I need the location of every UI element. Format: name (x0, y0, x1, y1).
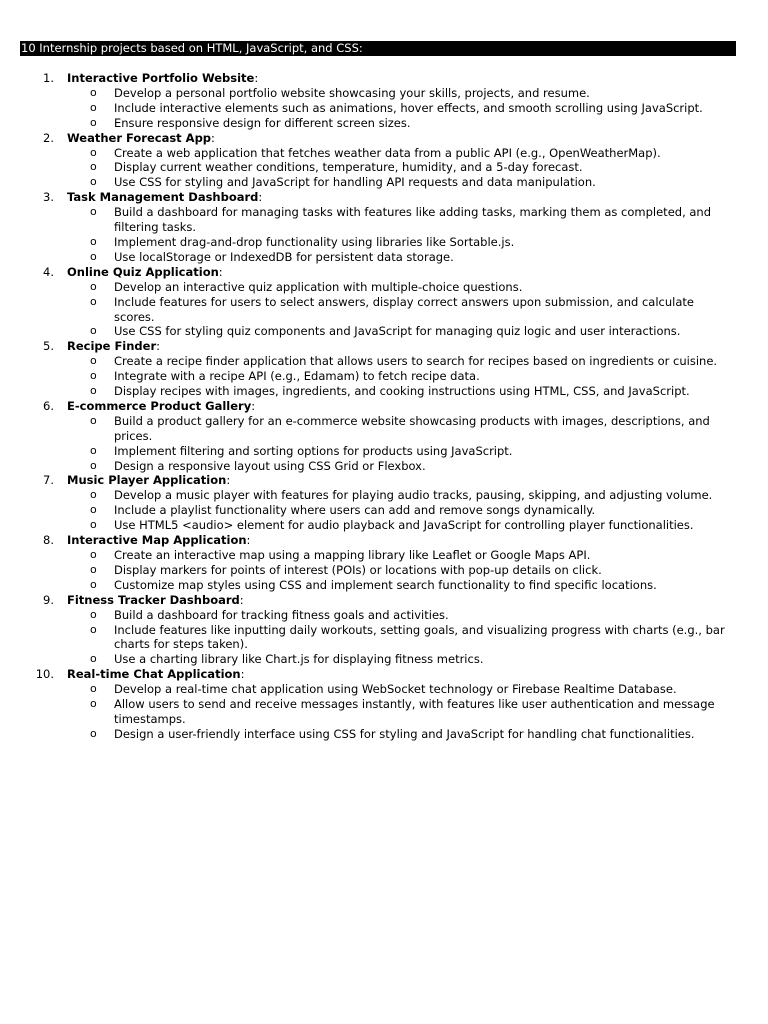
bullet-circle-icon: o (90, 145, 97, 159)
project-title: Task Management Dashboard (67, 190, 259, 205)
bullet-text: Develop a music player with features for playing audio tracks, pausing, skipping, and adjusting volume. (114, 488, 713, 503)
bullet-circle-icon: o (90, 548, 97, 561)
bullet-text: Include interactive elements such as animations, hover effects, and smooth scrolling using JavaScript. (114, 100, 703, 115)
bullet-text: Integrate with a recipe API (e.g., Edamam) to fetch recipe data. (114, 369, 480, 384)
project-bullet (0, 503, 768, 518)
bullet-circle-icon: o (90, 384, 97, 398)
project-item (0, 667, 768, 742)
project-bullet-list (0, 280, 768, 340)
project-bullet (0, 697, 768, 727)
project-item (0, 533, 768, 593)
bullet-circle-icon: o (90, 354, 97, 368)
project-title: Real-time Chat Application (67, 667, 241, 682)
project-bullet (0, 369, 768, 384)
project-header (0, 339, 768, 354)
bullet-circle-icon: o (90, 85, 97, 99)
bullet-text: Display current weather conditions, temperature, humidity, and a 5-day forecast. (114, 160, 583, 175)
project-title-colon: : (246, 533, 251, 548)
bullet-text: Build a dashboard for tracking fitness goals and activities. (114, 607, 449, 622)
bullet-circle-icon: o (90, 160, 97, 174)
project-bullet (0, 146, 768, 161)
project-title-colon: : (226, 473, 231, 488)
project-number: 5. (43, 339, 54, 354)
project-bullet (0, 280, 768, 295)
bullet-text: Create a recipe finder application that allows users to search for recipes based on ingredients or cuisine. (114, 354, 718, 369)
bullet-text: Use CSS for styling and JavaScript for handling API requests and data manipulation. (114, 175, 596, 190)
project-number: 1. (43, 71, 54, 85)
bullet-circle-icon: o (90, 503, 97, 517)
project-item (0, 339, 768, 399)
bullet-text: Build a product gallery for an e-commerce website showcasing products with images, descriptions, and prices. (114, 413, 710, 443)
project-title: Online Quiz Application (67, 264, 219, 279)
project-item (0, 399, 768, 474)
project-bullet (0, 116, 768, 131)
project-bullet-list (0, 682, 768, 742)
project-item (0, 593, 768, 668)
bullet-circle-icon: o (90, 443, 97, 457)
project-header (0, 533, 768, 548)
project-title: Recipe Finder (67, 339, 157, 354)
project-title-colon: : (218, 264, 223, 279)
bullet-circle-icon: o (90, 607, 97, 621)
bullet-text: Design a responsive layout using CSS Grid or Flexbox. (114, 458, 426, 473)
bullet-text: Include features like inputting daily workouts, setting goals, and visualizing progress with charts (e.g., bar charts for steps taken). (114, 622, 725, 652)
project-title: Music Player Application (67, 473, 227, 488)
bullet-text: Ensure responsive design for different screen sizes. (114, 115, 411, 130)
bullet-text: Allow users to send and receive messages instantly, with features like user authentication and message timestamps. (114, 697, 715, 726)
project-title-colon: : (258, 190, 263, 205)
bullet-circle-icon: o (90, 652, 97, 666)
project-list (0, 71, 768, 742)
project-item (0, 473, 768, 533)
project-title-colon: : (211, 130, 215, 145)
project-bullet (0, 459, 768, 474)
bullet-circle-icon: o (90, 369, 97, 383)
project-header (0, 667, 768, 682)
project-bullet (0, 86, 768, 101)
project-title: Fitness Tracker Dashboard (67, 592, 240, 607)
project-bullet-list (0, 86, 768, 131)
project-header (0, 399, 768, 414)
bullet-text: Include features for users to select answers, display correct answers upon submission, and calculate scores. (114, 294, 694, 324)
project-bullet-list (0, 608, 768, 668)
bullet-circle-icon: o (90, 100, 97, 114)
project-title-colon: : (156, 339, 161, 354)
project-item (0, 131, 768, 191)
bullet-circle-icon: o (90, 324, 97, 338)
project-bullet (0, 101, 768, 116)
project-header (0, 473, 768, 488)
project-bullet (0, 518, 768, 533)
bullet-circle-icon: o (90, 562, 97, 576)
bullet-text: Develop a real-time chat application using WebSocket technology or Firebase Realtime Database. (114, 682, 677, 697)
project-header (0, 71, 768, 86)
project-bullet-list (0, 548, 768, 593)
bullet-text: Design a user-friendly interface using CSS for styling and JavaScript for handling chat functionalities. (114, 726, 695, 741)
project-bullet (0, 414, 768, 444)
project-bullet (0, 295, 768, 325)
project-bullet (0, 488, 768, 503)
project-title: E-commerce Product Gallery (67, 398, 252, 413)
project-bullet (0, 578, 768, 593)
bullet-text: Build a dashboard for managing tasks with features like adding tasks, marking them as completed, and filtering tasks. (114, 205, 712, 235)
bullet-circle-icon: o (90, 697, 97, 711)
project-bullet (0, 652, 768, 667)
project-bullet-list (0, 354, 768, 399)
bullet-circle-icon: o (90, 413, 97, 427)
project-number: 9. (43, 592, 54, 607)
project-item (0, 71, 768, 131)
project-bullet (0, 250, 768, 265)
bullet-text: Implement filtering and sorting options for products using JavaScript. (114, 443, 513, 458)
project-number: 3. (43, 190, 54, 205)
project-bullet (0, 682, 768, 697)
bullet-circle-icon: o (90, 294, 97, 308)
bullet-circle-icon: o (90, 175, 97, 189)
bullet-text: Display markers for points of interest (POIs) or locations with pop-up details on click. (114, 562, 602, 577)
project-header (0, 131, 768, 146)
project-title-colon: : (251, 398, 256, 413)
project-bullet (0, 563, 768, 578)
bullet-text: Create an interactive map using a mapping library like Leaflet or Google Maps API. (114, 548, 591, 562)
project-number: 8. (43, 533, 54, 548)
project-bullet (0, 160, 768, 175)
project-bullet-list (0, 146, 768, 191)
project-bullet-list (0, 414, 768, 474)
bullet-text: Customize map styles using CSS and implement search functionality to find specific locations. (114, 577, 657, 592)
document-heading: 10 Internship projects based on HTML, JavaScript, and CSS: (20, 41, 736, 56)
project-bullet (0, 623, 768, 653)
bullet-circle-icon: o (90, 115, 97, 129)
project-bullet (0, 384, 768, 399)
project-bullet (0, 444, 768, 459)
project-header (0, 265, 768, 280)
bullet-circle-icon: o (90, 726, 97, 740)
bullet-text: Develop a personal portfolio website showcasing your skills, projects, and resume. (114, 85, 590, 100)
bullet-text: Use a charting library like Chart.js for displaying fitness metrics. (114, 652, 484, 667)
bullet-text: Use HTML5 <audio> element for audio playback and JavaScript for controlling player functionalities. (114, 518, 694, 533)
bullet-circle-icon: o (90, 577, 97, 591)
project-header (0, 190, 768, 205)
project-header (0, 593, 768, 608)
project-number: 7. (43, 473, 54, 488)
bullet-text: Use localStorage or IndexedDB for persistent data storage. (114, 249, 454, 264)
project-bullet (0, 205, 768, 235)
bullet-text: Create a web application that fetches weather data from a public API (e.g., OpenWeatherMap). (114, 145, 661, 160)
bullet-text: Develop an interactive quiz application with multiple-choice questions. (114, 279, 523, 294)
bullet-circle-icon: o (90, 249, 97, 263)
project-bullet-list (0, 488, 768, 533)
project-bullet (0, 175, 768, 190)
project-bullet-list (0, 205, 768, 265)
project-title-colon: : (239, 592, 244, 607)
project-bullet (0, 727, 768, 742)
project-title: Interactive Portfolio Website (67, 71, 255, 85)
project-item (0, 190, 768, 265)
project-number: 2. (43, 130, 54, 145)
project-title-colon: : (240, 667, 245, 682)
project-bullet (0, 608, 768, 623)
bullet-circle-icon: o (90, 279, 97, 293)
bullet-text: Include a playlist functionality where users can add and remove songs dynamically. (114, 503, 596, 518)
bullet-circle-icon: o (90, 682, 97, 696)
project-bullet (0, 235, 768, 250)
project-item (0, 265, 768, 340)
bullet-circle-icon: o (90, 488, 97, 502)
bullet-text: Implement drag-and-drop functionality using libraries like Sortable.js. (114, 234, 515, 249)
project-title: Interactive Map Application (67, 533, 247, 548)
project-bullet (0, 548, 768, 563)
project-number: 6. (43, 398, 54, 413)
project-bullet (0, 324, 768, 339)
project-title: Weather Forecast App (67, 130, 212, 145)
bullet-circle-icon: o (90, 234, 97, 248)
bullet-circle-icon: o (90, 205, 97, 219)
project-bullet (0, 354, 768, 369)
bullet-circle-icon: o (90, 622, 97, 636)
project-number: 4. (43, 264, 54, 279)
bullet-text: Use CSS for styling quiz components and JavaScript for managing quiz logic and user interactions. (114, 324, 681, 339)
bullet-circle-icon: o (90, 518, 97, 532)
bullet-text: Display recipes with images, ingredients, and cooking instructions using HTML, CSS, and JavaScript. (114, 384, 690, 399)
project-title-colon: : (254, 71, 259, 85)
project-number: 10. (35, 667, 54, 682)
bullet-circle-icon: o (90, 458, 97, 472)
